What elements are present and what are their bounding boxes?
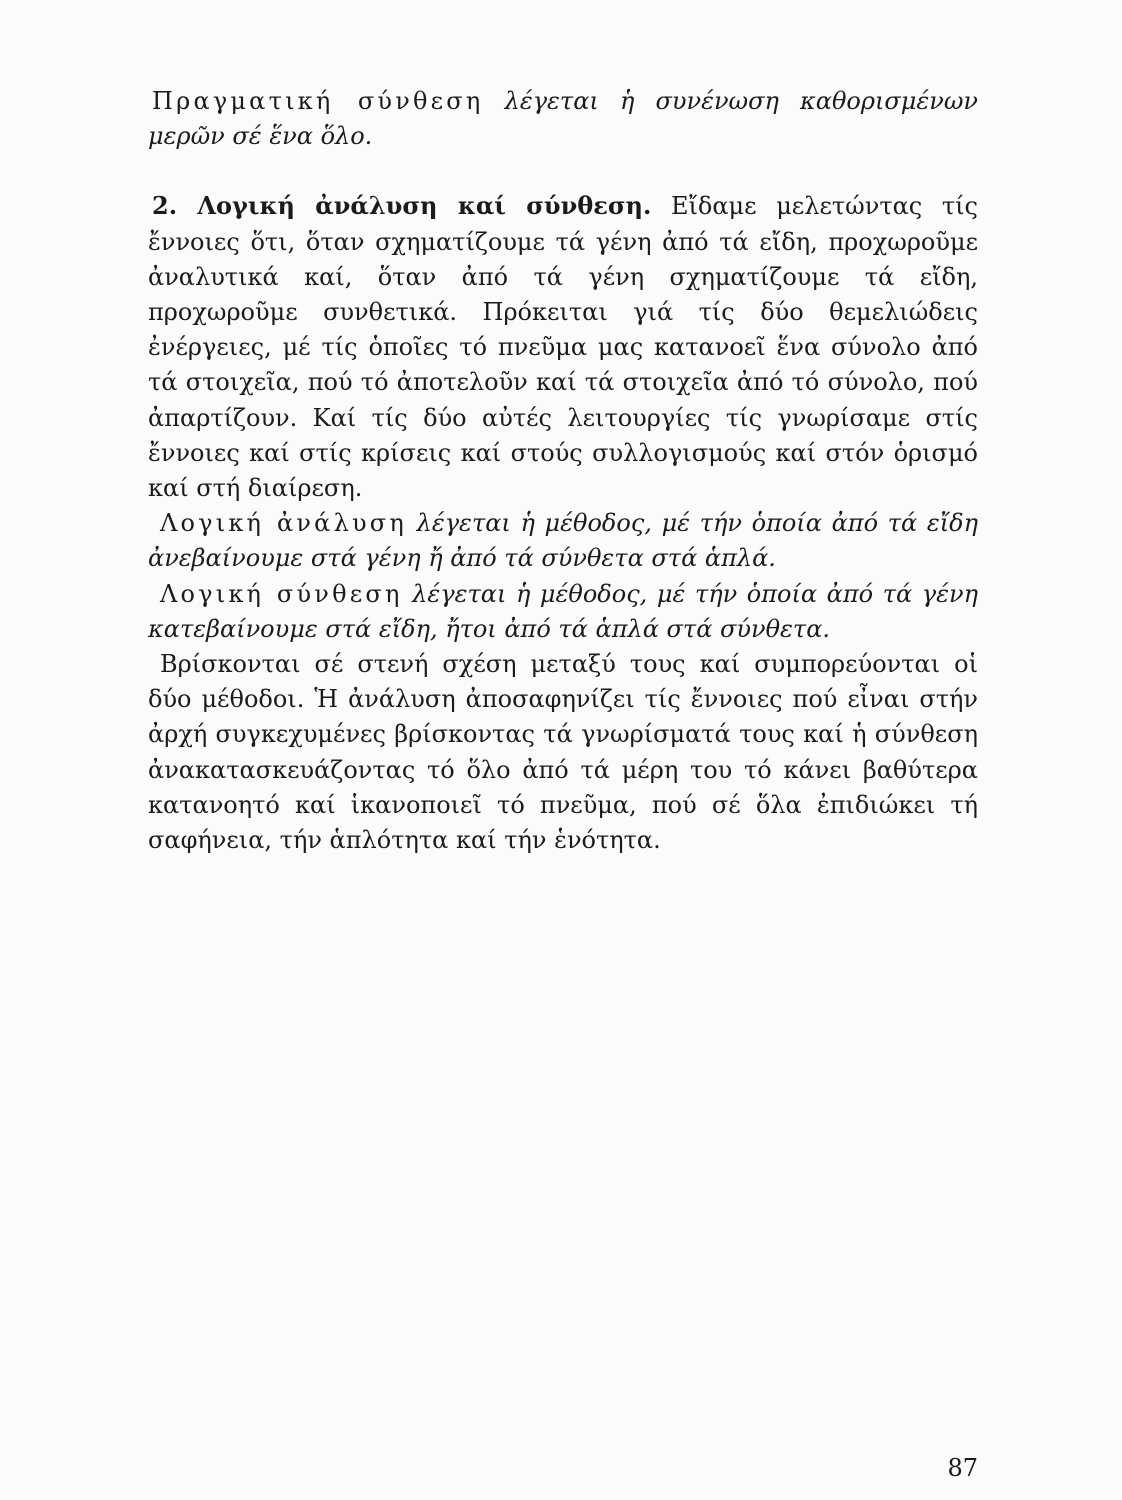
section-paragraph-text: Εἴδαμε μελετώντας τίς ἔννοιες ὅτι, ὅταν σχηματίζουμε τά γένη ἀπό τά εἴδη, προχωροῦμε ἀναλυτικά καί, ὅταν ἀπό τά γένη σχηματίζουμε τά εἴδη, προχωροῦμε συνθετικά. Πρόκειται γιά τίς δύο θεμελιώδεις ἐνέργειες, μέ τίς ὁποῖες τό πνεῦμα μας κατανοεῖ ἕνα σύνολο ἀπό τά στοιχεῖα, πού τό ἀποτελοῦν καί τά στοιχεῖα ἀπό τό σύνολο, πού ἀπαρτίζουν. Καί τίς δύο αὐτές λειτουργίες τίς γνωρίσαμε στίς ἔννοιες καί στίς κρίσεις καί στούς συλλογισμούς καί στόν ὁρισμό καί στή διαίρεση. [148,192,978,503]
section-gap [148,154,978,188]
intro-definition [148,84,978,154]
intro-definition-term: Πραγματική σύνθεση [152,87,484,115]
page-body [148,84,978,858]
definition-synthesis-text: λέγεται ἡ μέθοδος, μέ τήν ὁποία ἀπό τά γένη κατεβαίνουμε στά εἴδη, ἤτοι ἀπό τά ἁπλά στά σύνθετα. [148,579,978,643]
section-paragraph [148,188,978,506]
definition-analysis-text: λέγεται ἡ μέθοδος, μέ τήν ὁποία ἀπό τά εἴδη ἀνεβαίνουμε στά γένη ἤ ἀπό τά σύνθετα στά ἁπλά. [148,509,978,573]
definition-analysis-term: Λογική ἀνάλυση [160,509,407,538]
definition-synthesis [148,577,978,647]
page-number: 87 [947,1454,978,1482]
definition-analysis [148,506,978,576]
definition-synthesis-term: Λογική σύνθεση [160,579,403,608]
closing-paragraph-text: Βρίσκονται σέ στενή σχέση μεταξύ τους καί συμπορεύονται οἱ δύο μέθοδοι. Ἡ ἀνάλυση ἀποσαφηνίζει τίς ἔννοιες πού εἶναι στήν ἀρχή συγκεχυμένες βρίσκοντας τά γνωρίσματά τους καί ἡ σύνθεση ἀνακατασκευάζοντας τό ὅλο ἀπό τά μέρη του τό κάνει βαθύτερα κατανοητό καί ἱκανοποιεῖ τό πνεῦμα, πού σέ ὅλα ἐπιδιώκει τή σαφήνεια, τήν ἁπλότητα καί τήν ἑνότητα. [148,650,978,855]
intro-definition-text: λέγεται ἡ συνένωση καθορισμένων μερῶν σέ ἕνα ὅλο. [148,87,979,151]
section-heading: 2. Λογική ἀνάλυση καί σύνθεση. [152,191,652,221]
closing-paragraph [148,647,978,858]
